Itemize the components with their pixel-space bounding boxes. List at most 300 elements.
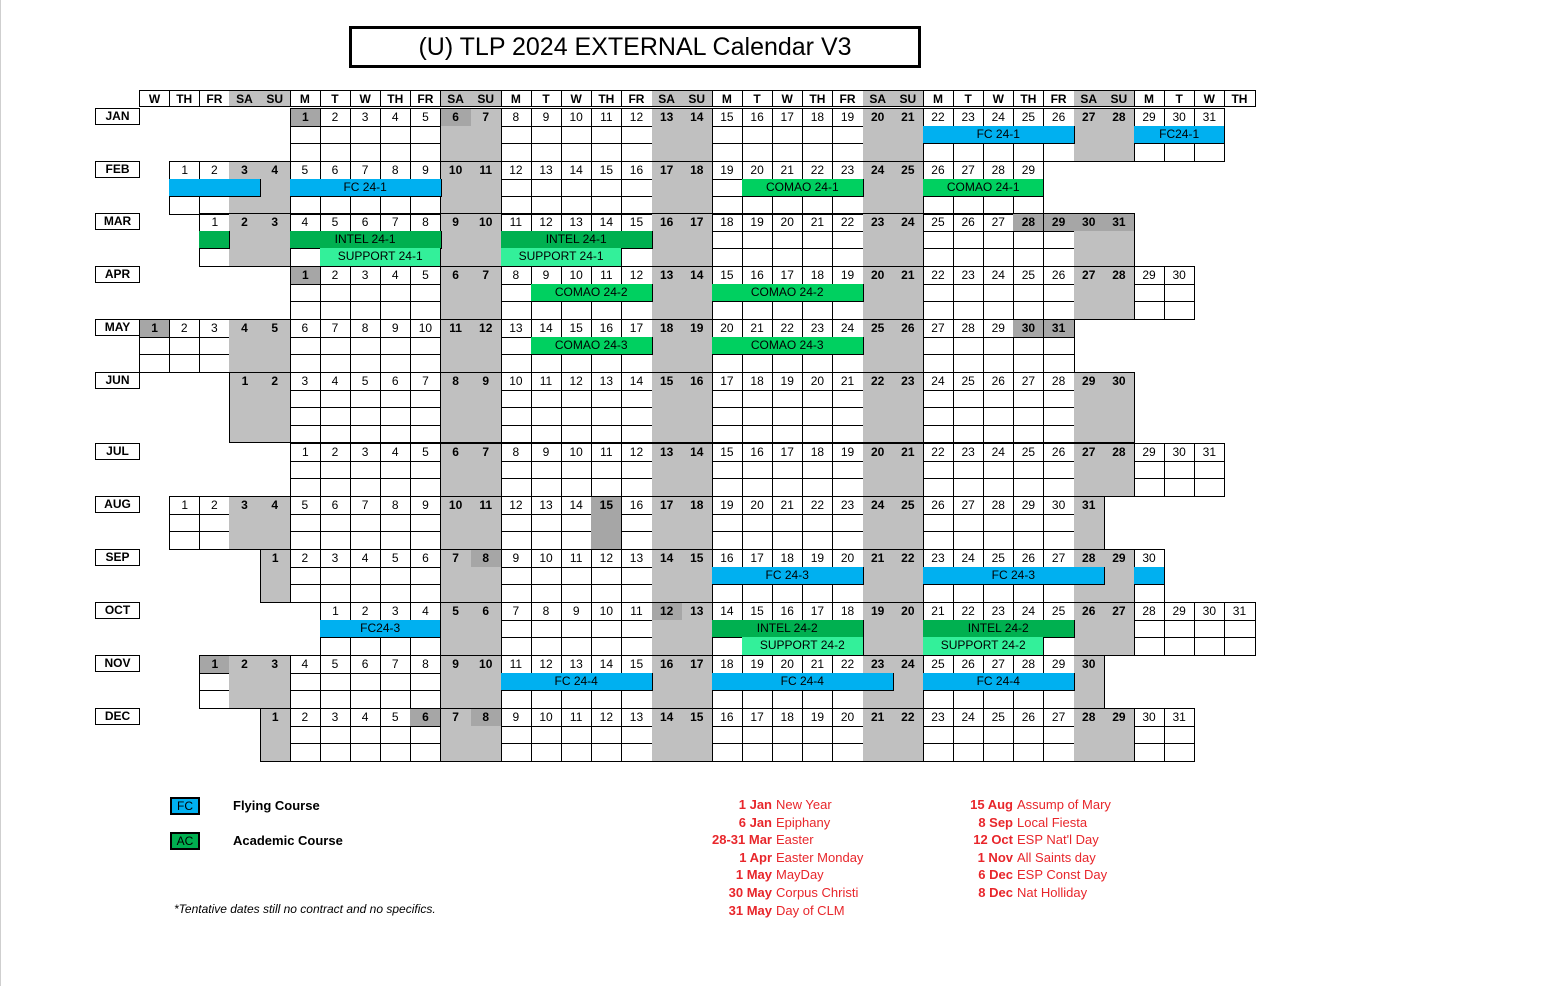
day-cell[interactable]: 1 (199, 655, 230, 674)
event-fc[interactable]: FC 24-1 (923, 126, 1075, 145)
day-cell[interactable]: 6 (380, 372, 411, 391)
day-cell[interactable]: 15 (621, 213, 652, 232)
day-cell[interactable]: 23 (832, 496, 863, 515)
day-cell[interactable]: 4 (229, 319, 260, 338)
event-support[interactable]: SUPPORT 24-2 (923, 637, 1045, 656)
day-cell[interactable]: 17 (621, 319, 652, 338)
day-cell[interactable]: 27 (1074, 266, 1105, 285)
event-fc[interactable]: FC 24-1 (290, 179, 442, 198)
day-cell[interactable]: 26 (1013, 708, 1044, 727)
day-cell[interactable]: 4 (350, 708, 381, 727)
day-cell[interactable]: 3 (229, 496, 260, 515)
day-cell[interactable]: 7 (380, 655, 411, 674)
day-cell[interactable]: 27 (953, 161, 984, 180)
day-cell[interactable]: 31 (1194, 443, 1225, 462)
day-cell[interactable]: 27 (1013, 372, 1044, 391)
day-cell[interactable]: 28 (1134, 602, 1165, 621)
day-cell[interactable]: 22 (953, 602, 984, 621)
day-cell[interactable]: 10 (531, 708, 562, 727)
day-cell[interactable]: 9 (501, 549, 532, 568)
day-cell[interactable]: 22 (893, 549, 924, 568)
day-cell[interactable]: 16 (652, 213, 683, 232)
day-cell[interactable]: 12 (501, 161, 532, 180)
day-cell[interactable]: 22 (923, 108, 954, 127)
day-cell[interactable]: 29 (1013, 496, 1044, 515)
day-cell[interactable]: 3 (350, 443, 381, 462)
day-cell[interactable]: 5 (260, 319, 291, 338)
event-fc[interactable]: FC24-3 (320, 620, 442, 639)
day-cell[interactable]: 16 (712, 549, 743, 568)
day-cell[interactable]: 6 (441, 266, 472, 285)
day-cell[interactable]: 16 (621, 161, 652, 180)
day-cell[interactable]: 18 (772, 549, 803, 568)
day-cell[interactable]: 13 (501, 319, 532, 338)
day-cell[interactable]: 3 (260, 655, 291, 674)
day-cell[interactable]: 1 (199, 213, 230, 232)
day-cell[interactable]: 9 (410, 161, 441, 180)
day-cell[interactable]: 23 (953, 108, 984, 127)
day-cell[interactable]: 16 (682, 372, 713, 391)
day-cell[interactable]: 13 (621, 549, 652, 568)
day-cell[interactable]: 23 (863, 655, 894, 674)
day-cell[interactable]: 27 (1044, 549, 1075, 568)
day-cell[interactable]: 17 (742, 549, 773, 568)
day-cell[interactable]: 27 (983, 213, 1014, 232)
event-fc[interactable]: FC 24-4 (712, 673, 894, 692)
event-support[interactable]: SUPPORT 24-1 (501, 248, 623, 267)
day-cell[interactable]: 6 (441, 443, 472, 462)
day-cell[interactable]: 17 (742, 708, 773, 727)
day-cell[interactable]: 19 (832, 266, 863, 285)
day-cell[interactable]: 31 (1194, 108, 1225, 127)
day-cell[interactable]: 23 (802, 319, 833, 338)
day-cell[interactable]: 15 (712, 108, 743, 127)
day-cell[interactable]: 1 (260, 549, 291, 568)
day-cell[interactable]: 19 (772, 372, 803, 391)
day-cell[interactable]: 24 (832, 319, 863, 338)
day-cell[interactable]: 11 (561, 549, 592, 568)
day-cell[interactable]: 22 (893, 708, 924, 727)
day-cell[interactable]: 11 (471, 161, 502, 180)
day-cell[interactable]: 28 (1074, 708, 1105, 727)
event-fc[interactable] (1134, 567, 1165, 586)
day-cell[interactable]: 27 (983, 655, 1014, 674)
day-cell[interactable]: 7 (350, 496, 381, 515)
event-comao[interactable]: COMAO 24-1 (923, 179, 1045, 198)
day-cell[interactable]: 8 (410, 213, 441, 232)
day-cell[interactable]: 13 (531, 161, 562, 180)
day-cell[interactable]: 27 (923, 319, 954, 338)
day-cell[interactable]: 15 (561, 319, 592, 338)
day-cell[interactable]: 29 (1044, 655, 1075, 674)
day-cell[interactable]: 31 (1224, 602, 1255, 621)
day-cell[interactable]: 19 (832, 443, 863, 462)
day-cell[interactable]: 17 (682, 213, 713, 232)
day-cell[interactable]: 23 (893, 372, 924, 391)
day-cell[interactable]: 24 (863, 161, 894, 180)
day-cell[interactable]: 21 (802, 213, 833, 232)
day-cell[interactable]: 20 (742, 161, 773, 180)
day-cell[interactable]: 26 (1044, 443, 1075, 462)
day-cell[interactable]: 7 (441, 549, 472, 568)
day-cell[interactable]: 24 (893, 655, 924, 674)
day-cell[interactable]: 24 (953, 708, 984, 727)
day-cell[interactable]: 30 (1044, 496, 1075, 515)
day-cell[interactable]: 20 (863, 108, 894, 127)
day-cell[interactable]: 4 (260, 496, 291, 515)
day-cell[interactable]: 30 (1013, 319, 1044, 338)
day-cell[interactable]: 30 (1164, 108, 1195, 127)
day-cell[interactable]: 11 (441, 319, 472, 338)
event-ac[interactable]: INTEL 24-2 (712, 620, 864, 639)
day-cell[interactable]: 25 (1013, 108, 1044, 127)
day-cell[interactable]: 7 (471, 108, 502, 127)
day-cell[interactable]: 12 (621, 443, 652, 462)
day-cell[interactable]: 20 (802, 372, 833, 391)
day-cell[interactable]: 11 (501, 655, 532, 674)
day-cell[interactable]: 1 (169, 161, 200, 180)
day-cell[interactable]: 21 (742, 319, 773, 338)
day-cell[interactable]: 11 (591, 443, 622, 462)
day-cell[interactable]: 21 (832, 372, 863, 391)
day-cell[interactable]: 6 (290, 319, 321, 338)
day-cell[interactable]: 15 (712, 443, 743, 462)
day-cell[interactable]: 22 (832, 655, 863, 674)
event-comao[interactable]: COMAO 24-3 (531, 337, 653, 356)
day-cell[interactable]: 5 (441, 602, 472, 621)
day-cell[interactable]: 24 (923, 372, 954, 391)
day-cell[interactable]: 10 (561, 266, 592, 285)
day-cell[interactable]: 10 (561, 108, 592, 127)
day-cell[interactable]: 31 (1074, 496, 1105, 515)
day-cell[interactable]: 8 (350, 319, 381, 338)
day-cell[interactable]: 18 (682, 496, 713, 515)
day-cell[interactable]: 16 (712, 708, 743, 727)
day-cell[interactable]: 21 (893, 443, 924, 462)
day-cell[interactable]: 3 (380, 602, 411, 621)
day-cell[interactable]: 3 (260, 213, 291, 232)
day-cell[interactable]: 25 (1013, 266, 1044, 285)
day-cell[interactable]: 11 (621, 602, 652, 621)
day-cell[interactable]: 2 (350, 602, 381, 621)
day-cell[interactable]: 22 (863, 372, 894, 391)
day-cell[interactable]: 8 (441, 372, 472, 391)
day-cell[interactable]: 21 (923, 602, 954, 621)
day-cell[interactable]: 5 (410, 108, 441, 127)
day-cell[interactable]: 10 (410, 319, 441, 338)
day-cell[interactable]: 9 (471, 372, 502, 391)
day-cell[interactable]: 19 (742, 213, 773, 232)
day-cell[interactable]: 14 (591, 655, 622, 674)
event-ac[interactable]: INTEL 24-1 (290, 231, 442, 250)
day-cell[interactable]: 25 (923, 655, 954, 674)
day-cell[interactable]: 28 (1104, 108, 1135, 127)
day-cell[interactable]: 12 (621, 108, 652, 127)
day-cell[interactable]: 3 (320, 708, 351, 727)
day-cell[interactable]: 16 (742, 443, 773, 462)
day-cell[interactable]: 9 (441, 655, 472, 674)
day-cell[interactable]: 28 (953, 319, 984, 338)
day-cell[interactable]: 28 (1074, 549, 1105, 568)
day-cell[interactable]: 12 (561, 372, 592, 391)
day-cell[interactable]: 22 (832, 213, 863, 232)
day-cell[interactable]: 16 (591, 319, 622, 338)
day-cell[interactable]: 15 (652, 372, 683, 391)
event-ac[interactable]: INTEL 24-1 (501, 231, 653, 250)
day-cell[interactable]: 10 (561, 443, 592, 462)
day-cell[interactable]: 29 (1013, 161, 1044, 180)
day-cell[interactable]: 28 (1013, 213, 1044, 232)
day-cell[interactable]: 26 (1013, 549, 1044, 568)
day-cell[interactable]: 13 (561, 655, 592, 674)
day-cell[interactable]: 8 (471, 549, 502, 568)
day-cell[interactable]: 4 (290, 655, 321, 674)
day-cell[interactable]: 11 (471, 496, 502, 515)
day-cell[interactable]: 13 (561, 213, 592, 232)
day-cell[interactable]: 9 (410, 496, 441, 515)
day-cell[interactable]: 21 (863, 549, 894, 568)
event-fc[interactable]: FC 24-4 (923, 673, 1075, 692)
day-cell[interactable]: 14 (712, 602, 743, 621)
day-cell[interactable]: 25 (1044, 602, 1075, 621)
day-cell[interactable]: 6 (350, 213, 381, 232)
day-cell[interactable]: 20 (832, 708, 863, 727)
day-cell[interactable]: 10 (531, 549, 562, 568)
event-fc[interactable]: FC24-1 (1134, 126, 1225, 145)
day-cell[interactable]: 2 (320, 443, 351, 462)
day-cell[interactable]: 25 (923, 213, 954, 232)
day-cell[interactable]: 24 (983, 443, 1014, 462)
day-cell[interactable]: 9 (531, 108, 562, 127)
day-cell[interactable]: 24 (983, 108, 1014, 127)
day-cell[interactable]: 11 (561, 708, 592, 727)
day-cell[interactable]: 24 (983, 266, 1014, 285)
day-cell[interactable]: 10 (441, 496, 472, 515)
day-cell[interactable]: 12 (471, 319, 502, 338)
day-cell[interactable]: 29 (1044, 213, 1075, 232)
day-cell[interactable]: 20 (863, 266, 894, 285)
day-cell[interactable]: 13 (591, 372, 622, 391)
day-cell[interactable]: 19 (682, 319, 713, 338)
day-cell[interactable]: 3 (290, 372, 321, 391)
day-cell[interactable]: 14 (561, 161, 592, 180)
day-cell[interactable]: 6 (441, 108, 472, 127)
day-cell[interactable]: 25 (893, 161, 924, 180)
day-cell[interactable]: 28 (1104, 443, 1135, 462)
day-cell[interactable]: 8 (501, 443, 532, 462)
day-cell[interactable]: 4 (380, 443, 411, 462)
day-cell[interactable]: 2 (199, 496, 230, 515)
day-cell[interactable]: 5 (320, 213, 351, 232)
day-cell[interactable]: 21 (772, 496, 803, 515)
day-cell[interactable]: 6 (471, 602, 502, 621)
day-cell[interactable]: 17 (712, 372, 743, 391)
day-cell[interactable]: 31 (1164, 708, 1195, 727)
day-cell[interactable]: 27 (1104, 602, 1135, 621)
day-cell[interactable]: 26 (1074, 602, 1105, 621)
day-cell[interactable]: 17 (772, 108, 803, 127)
day-cell[interactable]: 3 (350, 108, 381, 127)
day-cell[interactable]: 9 (561, 602, 592, 621)
day-cell[interactable]: 3 (229, 161, 260, 180)
day-cell[interactable]: 27 (953, 496, 984, 515)
day-cell[interactable]: 12 (531, 213, 562, 232)
day-cell[interactable]: 28 (983, 161, 1014, 180)
day-cell[interactable]: 2 (320, 266, 351, 285)
day-cell[interactable]: 28 (1044, 372, 1075, 391)
day-cell[interactable]: 2 (320, 108, 351, 127)
day-cell[interactable]: 8 (410, 655, 441, 674)
day-cell[interactable]: 23 (923, 708, 954, 727)
day-cell[interactable]: 8 (501, 108, 532, 127)
day-cell[interactable]: 5 (290, 161, 321, 180)
day-cell[interactable]: 14 (531, 319, 562, 338)
event-comao[interactable]: COMAO 24-3 (712, 337, 864, 356)
day-cell[interactable]: 31 (1104, 213, 1135, 232)
day-cell[interactable]: 22 (802, 496, 833, 515)
day-cell[interactable]: 29 (1134, 266, 1165, 285)
day-cell[interactable]: 1 (229, 372, 260, 391)
day-cell[interactable]: 16 (652, 655, 683, 674)
day-cell[interactable]: 26 (923, 161, 954, 180)
day-cell[interactable]: 19 (863, 602, 894, 621)
day-cell[interactable]: 4 (380, 108, 411, 127)
day-cell[interactable]: 18 (802, 266, 833, 285)
day-cell[interactable]: 4 (260, 161, 291, 180)
day-cell[interactable]: 1 (320, 602, 351, 621)
day-cell[interactable]: 19 (832, 108, 863, 127)
day-cell[interactable]: 13 (531, 496, 562, 515)
day-cell[interactable]: 30 (1164, 443, 1195, 462)
day-cell[interactable]: 14 (591, 213, 622, 232)
day-cell[interactable]: 18 (832, 602, 863, 621)
day-cell[interactable]: 27 (1074, 108, 1105, 127)
event-fc[interactable]: FC 24-3 (712, 567, 864, 586)
day-cell[interactable]: 25 (983, 549, 1014, 568)
day-cell[interactable]: 13 (621, 708, 652, 727)
day-cell[interactable]: 24 (953, 549, 984, 568)
day-cell[interactable]: 20 (832, 549, 863, 568)
day-cell[interactable]: 18 (712, 655, 743, 674)
day-cell[interactable]: 26 (1044, 108, 1075, 127)
day-cell[interactable]: 13 (652, 108, 683, 127)
day-cell[interactable]: 4 (290, 213, 321, 232)
day-cell[interactable]: 29 (1134, 108, 1165, 127)
day-cell[interactable]: 23 (923, 549, 954, 568)
day-cell[interactable]: 12 (652, 602, 683, 621)
day-cell[interactable]: 7 (441, 708, 472, 727)
day-cell[interactable]: 15 (591, 496, 622, 515)
day-cell[interactable]: 5 (380, 549, 411, 568)
day-cell[interactable]: 8 (501, 266, 532, 285)
day-cell[interactable]: 12 (591, 549, 622, 568)
day-cell[interactable]: 17 (682, 655, 713, 674)
day-cell[interactable]: 10 (471, 655, 502, 674)
day-cell[interactable]: 1 (290, 266, 321, 285)
day-cell[interactable]: 20 (893, 602, 924, 621)
day-cell[interactable]: 22 (772, 319, 803, 338)
day-cell[interactable]: 26 (953, 655, 984, 674)
day-cell[interactable]: 25 (983, 708, 1014, 727)
event-comao[interactable]: COMAO 24-2 (712, 284, 864, 303)
day-cell[interactable]: 13 (682, 602, 713, 621)
day-cell[interactable]: 3 (199, 319, 230, 338)
day-cell[interactable]: 16 (772, 602, 803, 621)
day-cell[interactable]: 19 (712, 161, 743, 180)
day-cell[interactable]: 20 (772, 655, 803, 674)
day-cell[interactable]: 19 (712, 496, 743, 515)
day-cell[interactable]: 4 (380, 266, 411, 285)
day-cell[interactable]: 25 (953, 372, 984, 391)
day-cell[interactable]: 20 (863, 443, 894, 462)
day-cell[interactable]: 26 (983, 372, 1014, 391)
day-cell[interactable]: 14 (682, 108, 713, 127)
day-cell[interactable]: 18 (652, 319, 683, 338)
day-cell[interactable]: 10 (441, 161, 472, 180)
event-support[interactable]: SUPPORT 24-2 (742, 637, 864, 656)
day-cell[interactable]: 18 (712, 213, 743, 232)
day-cell[interactable]: 30 (1074, 213, 1105, 232)
day-cell[interactable]: 26 (893, 319, 924, 338)
day-cell[interactable]: 7 (410, 372, 441, 391)
day-cell[interactable]: 5 (290, 496, 321, 515)
day-cell[interactable]: 29 (1074, 372, 1105, 391)
day-cell[interactable]: 2 (229, 213, 260, 232)
day-cell[interactable]: 9 (501, 708, 532, 727)
day-cell[interactable]: 6 (320, 496, 351, 515)
day-cell[interactable]: 29 (1104, 708, 1135, 727)
day-cell[interactable]: 10 (591, 602, 622, 621)
day-cell[interactable]: 8 (380, 161, 411, 180)
day-cell[interactable]: 4 (320, 372, 351, 391)
day-cell[interactable]: 19 (802, 549, 833, 568)
day-cell[interactable]: 9 (531, 266, 562, 285)
day-cell[interactable]: 2 (290, 549, 321, 568)
day-cell[interactable]: 1 (139, 319, 170, 338)
day-cell[interactable]: 14 (652, 708, 683, 727)
day-cell[interactable]: 28 (1013, 655, 1044, 674)
day-cell[interactable]: 7 (501, 602, 532, 621)
day-cell[interactable]: 8 (471, 708, 502, 727)
day-cell[interactable]: 25 (1013, 443, 1044, 462)
day-cell[interactable]: 1 (290, 108, 321, 127)
day-cell[interactable]: 21 (802, 655, 833, 674)
day-cell[interactable]: 26 (1044, 266, 1075, 285)
day-cell[interactable]: 18 (742, 372, 773, 391)
day-cell[interactable]: 10 (471, 213, 502, 232)
event-comao[interactable]: COMAO 24-2 (531, 284, 653, 303)
day-cell[interactable]: 19 (802, 708, 833, 727)
day-cell[interactable]: 15 (682, 549, 713, 568)
day-cell[interactable]: 12 (591, 708, 622, 727)
day-cell[interactable]: 8 (380, 496, 411, 515)
day-cell[interactable]: 17 (652, 161, 683, 180)
day-cell[interactable]: 28 (1104, 266, 1135, 285)
day-cell[interactable]: 20 (712, 319, 743, 338)
day-cell[interactable]: 4 (350, 549, 381, 568)
event-fc[interactable]: FC 24-4 (501, 673, 653, 692)
day-cell[interactable]: 21 (863, 708, 894, 727)
day-cell[interactable]: 11 (501, 213, 532, 232)
day-cell[interactable]: 1 (260, 708, 291, 727)
day-cell[interactable]: 27 (1044, 708, 1075, 727)
day-cell[interactable]: 1 (290, 443, 321, 462)
day-cell[interactable]: 7 (471, 266, 502, 285)
day-cell[interactable]: 1 (169, 496, 200, 515)
day-cell[interactable]: 31 (1044, 319, 1075, 338)
day-cell[interactable]: 23 (953, 443, 984, 462)
day-cell[interactable]: 22 (802, 161, 833, 180)
